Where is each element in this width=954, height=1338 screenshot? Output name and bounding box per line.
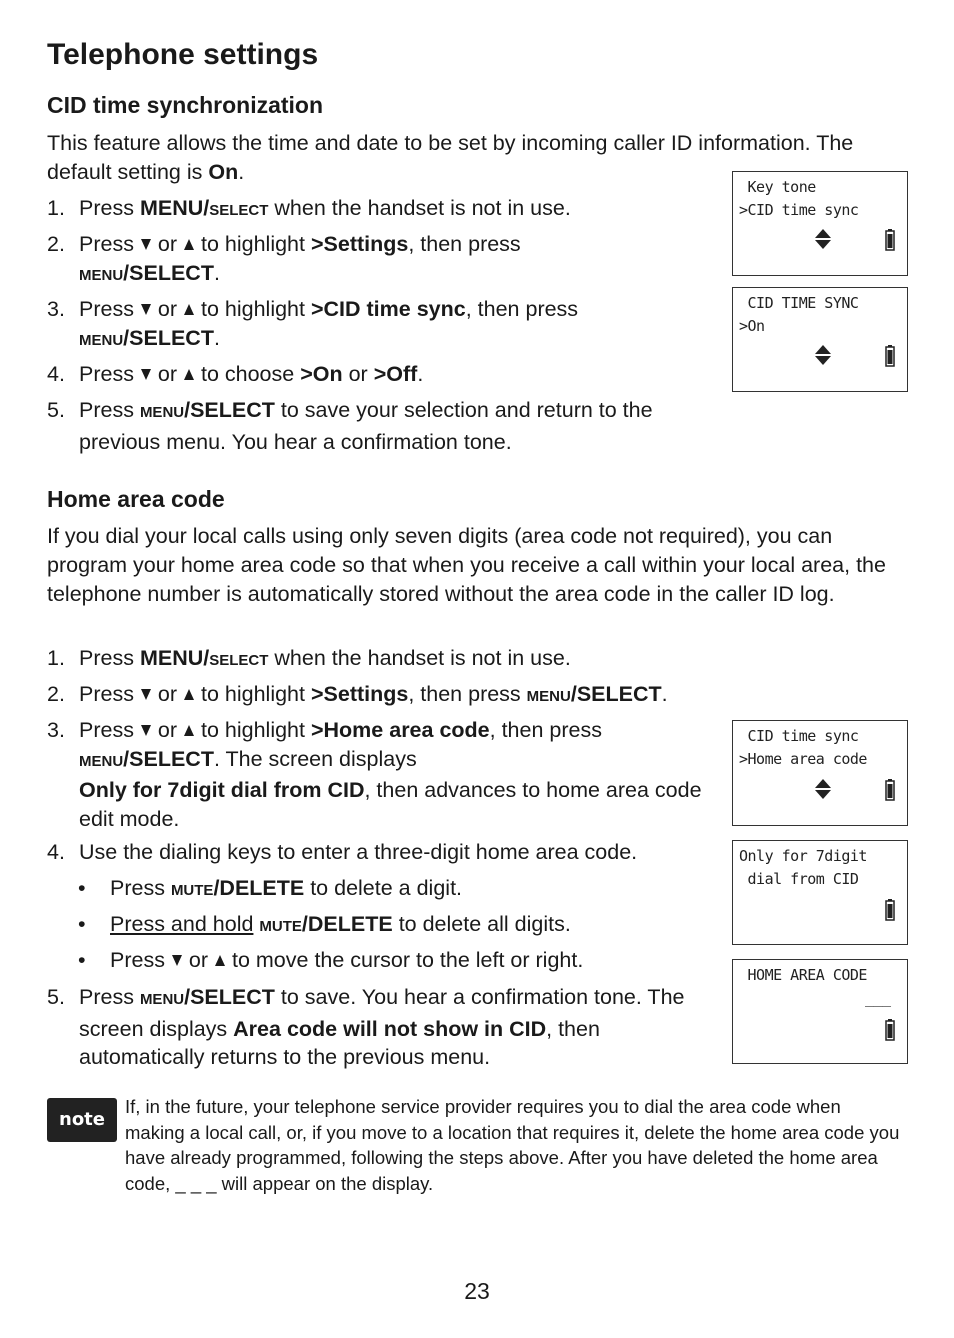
scroll-arrows-icon: [814, 344, 832, 366]
down-arrow-icon: [171, 952, 183, 968]
battery-icon: [885, 229, 895, 251]
step-text: Press MENU/SELECT when the handset is not in use.: [79, 196, 571, 220]
up-arrow-icon: [183, 301, 195, 317]
intro-default: On: [208, 160, 239, 184]
step-text: Use the dialing keys to enter a three-digit home area code.: [79, 840, 638, 864]
step-number: 3.: [47, 297, 65, 321]
step-number: 3.: [47, 718, 65, 742]
bullet-text: Press and hold MUTE/DELETE to delete all digits.: [110, 912, 571, 936]
lcd-screen-cid-time-sync: [732, 287, 908, 392]
down-arrow-icon: [140, 301, 152, 317]
home-area-intro: If you dial your local calls using only seven digits (area code not required), you can program your home area code so that when you receive a call within your local area, the telephone number is automatically stored without the area code in the caller ID log.: [47, 524, 886, 606]
battery-icon: [885, 779, 895, 801]
lcd-screen-only-7digit: [732, 840, 908, 945]
lcd-screen-home-area-code: [732, 720, 908, 826]
up-arrow-icon: [183, 366, 195, 382]
lcd-line-1: Only for 7digit: [739, 847, 867, 865]
step-text: Press or to choose >On or >Off.: [79, 362, 424, 386]
step-number: 4.: [47, 362, 65, 386]
up-arrow-icon: [183, 686, 195, 702]
step-number: 5.: [47, 985, 65, 1009]
note-label: note: [47, 1098, 117, 1142]
lcd-line-2: >On: [739, 317, 765, 335]
down-arrow-icon: [140, 686, 152, 702]
step-text: Press or to highlight >Settings, then press MENU/SELECT.: [79, 682, 668, 706]
step-number: 1.: [47, 646, 65, 670]
step-number: 2.: [47, 682, 65, 706]
bullet-text: Press or to move the cursor to the left or right.: [110, 948, 584, 972]
scroll-arrows-icon: [814, 778, 832, 800]
down-arrow-icon: [140, 366, 152, 382]
lcd-line-1: Key tone: [739, 178, 816, 196]
down-arrow-icon: [140, 722, 152, 738]
battery-icon: [885, 899, 895, 921]
section-heading-home-area-code: Home area code: [47, 486, 225, 512]
lcd-screen-home-area-code-edit: [732, 959, 908, 1064]
up-arrow-icon: [183, 722, 195, 738]
step-number: 5.: [47, 398, 65, 422]
intro-period: .: [238, 160, 245, 184]
battery-icon: [885, 345, 895, 367]
step-number: 1.: [47, 196, 65, 220]
bullet: •: [78, 876, 86, 900]
section-heading-cid-time-sync: CID time synchronization: [47, 92, 324, 118]
page-number: 23: [464, 1278, 490, 1304]
lcd-line-2: dial from CID: [739, 870, 859, 888]
lcd-line-1: HOME AREA CODE: [739, 966, 867, 984]
step-text: Press MENU/SELECT to save. You hear a confirmation tone. The screen displays Area code will not show in CID, then automatically returns to the previous menu.: [79, 985, 685, 1069]
note-text: If, in the future, your telephone service provider requires you to dial the area code when making a local call, or, if you move to a location that requires it, delete the home area code you have already programmed, following the steps above. After you have deleted the home area code, _ _ _ will appear on the display.: [125, 1096, 900, 1194]
scroll-arrows-icon: [814, 228, 832, 250]
lcd-screen-key-tone: [732, 171, 908, 276]
battery-icon: [885, 1019, 895, 1041]
intro-text: This feature allows the time and date to be set by incoming caller ID information. The default setting is: [47, 131, 854, 184]
bullet: •: [78, 912, 86, 936]
down-arrow-icon: [140, 236, 152, 252]
bullet: •: [78, 948, 86, 972]
up-arrow-icon: [214, 952, 226, 968]
lcd-line-2: >Home area code: [739, 750, 867, 768]
step-text: Press MENU/SELECT when the handset is not in use.: [79, 646, 571, 670]
lcd-line-1: CID TIME SYNC: [739, 294, 859, 312]
lcd-line-1: CID time sync: [739, 727, 859, 745]
up-arrow-icon: [183, 236, 195, 252]
step-number: 2.: [47, 232, 65, 256]
step-text: Press MENU/SELECT to save your selection and return to the previous menu. You hear a confirmation tone.: [79, 398, 653, 454]
step-number: 4.: [47, 840, 65, 864]
step-text: Press or to highlight >Home area code, then press MENU/SELECT. The screen displays Only for 7digit dial from CID, then advances to home area code edit mode.: [79, 718, 702, 831]
step-text: Press or to highlight >Settings, then press MENU/SELECT.: [79, 232, 521, 285]
lcd-line-2: ___: [865, 989, 891, 1007]
step-text: Press or to highlight >CID time sync, then press MENU/SELECT.: [79, 297, 579, 350]
bullet-text: Press MUTE/DELETE to delete a digit.: [110, 876, 463, 900]
page-title: Telephone settings: [47, 38, 319, 71]
lcd-line-2: >CID time sync: [739, 201, 859, 219]
